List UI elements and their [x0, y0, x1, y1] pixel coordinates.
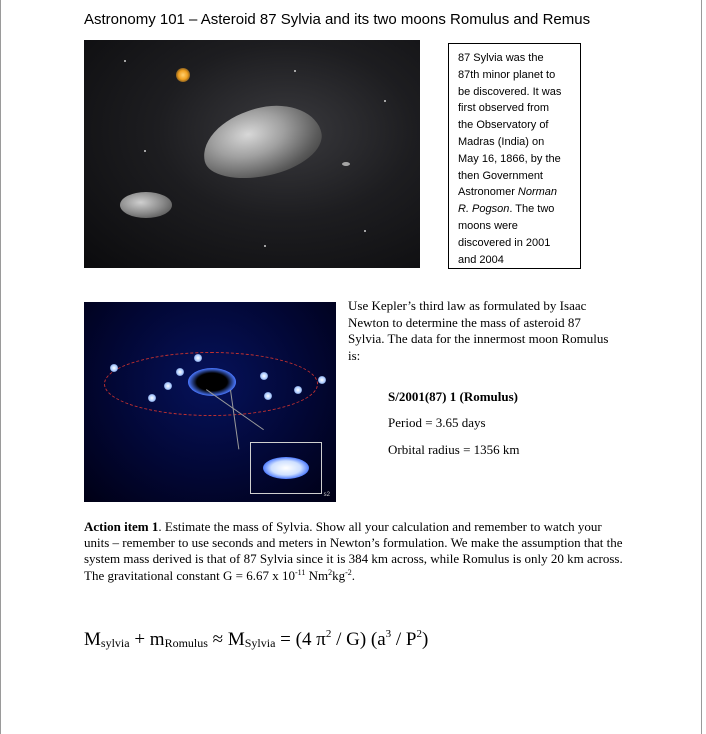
moon-romulus	[120, 192, 172, 218]
info-line: then Government	[458, 169, 543, 182]
moon-position-marker	[110, 364, 118, 372]
moon-position-marker	[176, 368, 184, 376]
unit-text: kg	[332, 567, 346, 583]
formula-subscript: sylvia	[100, 636, 130, 650]
moon-period: Period = 3.65 days	[388, 415, 486, 430]
formula-subscript: Sylvia	[244, 636, 276, 650]
formula-superscript: 2	[325, 628, 332, 640]
moon-position-marker	[260, 372, 268, 380]
action-item-text: . Estimate the mass of Sylvia. Show all your calculation and remember to watch your units – remember to use seconds and meters in Newton’s formulation. We make the assumption that the system mass derived is that of 87 Sylvia since it is 384 km across, while Romulus is only 20 km across. The gravitational constant G = 6.67 x 10	[84, 519, 623, 583]
image-scale-label: s2	[323, 492, 330, 498]
info-text: Astronomer	[458, 186, 518, 199]
zoom-inset	[250, 442, 322, 494]
action-item	[84, 519, 624, 584]
kepler-instructions: Use Kepler’s third law as formulated by Isaac Newton to determine the mass of asteroid 87 Sylvia. The data for the innermost moon Romulus is:	[348, 298, 609, 363]
formula-part: ≈ M	[207, 629, 245, 650]
star	[364, 230, 366, 232]
mass-formula	[84, 628, 604, 652]
moon-orbital-radius: Orbital radius = 1356 km	[388, 442, 520, 457]
formula-subscript: Romulus	[164, 636, 208, 650]
sylvia-artwork-image	[84, 40, 420, 268]
exponent: 2	[328, 567, 333, 577]
moon-remus	[342, 162, 350, 166]
sylvia-orbit-image	[84, 302, 336, 502]
sun-glow	[176, 68, 190, 82]
exponent: -11	[294, 567, 306, 577]
star	[294, 70, 296, 72]
info-line: the Observatory of	[458, 119, 549, 132]
info-line: first observed from	[458, 102, 550, 115]
exponent: -2	[345, 567, 352, 577]
formula-part: + m	[129, 629, 165, 650]
moon-position-marker	[194, 354, 202, 362]
moon-position-marker	[264, 392, 272, 400]
romulus-data	[388, 389, 628, 469]
astronomer-name: Norman	[517, 186, 558, 199]
star	[124, 60, 126, 62]
info-line	[458, 184, 572, 201]
star	[144, 150, 146, 152]
asteroid-sylvia	[196, 96, 328, 187]
action-item-label: Action item 1	[84, 519, 159, 534]
formula-part: = (4 π	[275, 629, 326, 650]
info-line: discovered in 2001	[458, 236, 551, 249]
star	[264, 245, 266, 247]
moon-position-marker	[294, 386, 302, 394]
info-line: May 16, 1866, by the	[458, 152, 561, 165]
zoomed-sylvia	[263, 457, 309, 479]
info-line: Madras (India) on	[458, 135, 545, 148]
info-text: . The two	[509, 203, 555, 216]
info-box	[448, 43, 581, 269]
star	[384, 100, 386, 102]
sylvia-core	[188, 368, 236, 396]
formula-part: M	[84, 629, 101, 650]
moon-name: S/2001(87) 1 (Romulus)	[388, 389, 519, 404]
info-line	[458, 201, 572, 218]
info-line: moons were	[458, 219, 518, 232]
sentence-end: .	[351, 567, 355, 583]
page-title: Astronomy 101 – Asteroid 87 Sylvia and its two moons Romulus and Remus	[84, 11, 591, 28]
moon-position-marker	[318, 376, 326, 384]
info-line: be discovered. It was	[458, 85, 562, 98]
info-line: and 2004	[458, 253, 504, 266]
formula-superscript: 3	[385, 628, 392, 640]
formula-part: )	[422, 629, 429, 650]
formula-superscript: 2	[416, 628, 423, 640]
unit-text: Nm	[305, 567, 329, 583]
astronomer-name: R. Pogson	[458, 203, 510, 216]
info-line: 87 Sylvia was the	[458, 52, 544, 64]
info-line: 87th minor planet to	[458, 68, 556, 81]
moon-position-marker	[148, 394, 156, 402]
moon-position-marker	[164, 382, 172, 390]
formula-part: / G) (a	[331, 629, 386, 650]
formula-part: / P	[391, 629, 417, 650]
